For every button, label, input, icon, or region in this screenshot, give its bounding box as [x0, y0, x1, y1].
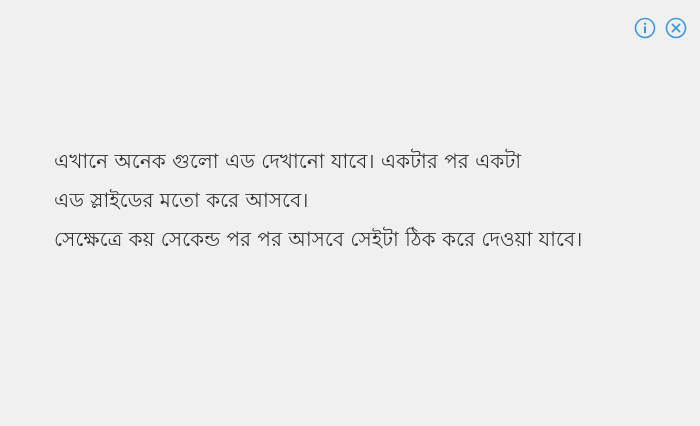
- ad-text-line: এখানে অনেক গুলো এড দেখানো যাবে। একটার পর একটা: [54, 149, 522, 173]
- info-icon[interactable]: [634, 17, 656, 39]
- ad-text-line: এড স্লাইডের মতো করে আসবে।: [54, 188, 309, 212]
- close-icon[interactable]: [665, 17, 687, 39]
- ad-controls: [634, 17, 687, 39]
- ad-text-line: সেক্ষেত্রে কয় সেকেন্ড পর পর আসবে সেইটা ঠিক করে দেওয়া যাবে।: [54, 227, 583, 251]
- ad-text-block: [54, 142, 674, 259]
